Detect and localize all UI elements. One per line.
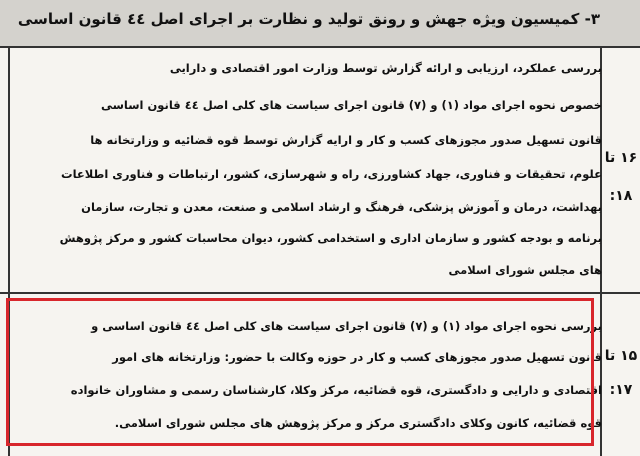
text-line: بررسی عملکرد، ارزیابی و ارائه گزارش توسط وزارت امور اقتصادی و دارایی (169, 61, 602, 75)
text-line: های مجلس شورای اسلامی (448, 263, 602, 277)
highlight-box (6, 298, 594, 446)
text-line: اقتصادی و دارایی و دادگستری، قوه قضائیه، مرکز وکلا، کارشناسان رسمی و مشاوران خانواده (70, 383, 602, 397)
text-line: علوم، تحقیقات و فناوری، جهاد کشاورزی، راه و شهرسازی، کشور، ارتباطات و فناوری اطلاعات (61, 167, 602, 181)
text-line: خصوص نحوه اجرای مواد (۱) و (۷) قانون اجرای سیاست های کلی اصل ٤٤ قانون اساسی (100, 98, 602, 112)
text-line: قانون تسهیل صدور مجوزهای کسب و کار در حوزه وکالت با حضور: وزارتخانه های امور (112, 350, 602, 364)
row-divider (0, 292, 640, 294)
text-line: قانون تسهیل صدور مجوزهای کسب و کار و ارایه گزارش توسط قوه قضائیه و وزارتخانه ها (90, 133, 602, 147)
text-line: بهداشت، درمان و آموزش پزشکی، فرهنگ و ارشاد اسلامی و صنعت، معدن و تجارت، سازمان (81, 200, 602, 214)
time-slot-start: ۱۶ تا (604, 150, 638, 166)
section-header (0, 0, 640, 48)
time-slot-end: ۱۸: (609, 188, 633, 204)
text-line: بررسی نحوه اجرای مواد (۱) و (۷) قانون اجرای سیاست های کلی اصل ٤٤ قانون اساسی و (91, 319, 602, 333)
time-slot-start: ۱۵ تا (604, 348, 638, 364)
text-line: قوه قضائیه، کانون وکلای دادگستری مرکز و مرکز پژوهش های مجلس شورای اسلامی. (114, 416, 602, 430)
time-slot-end: ۱۷: (609, 382, 633, 398)
text-line: برنامه و بودجه کشور و سازمان اداری و استخدامی کشور، دیوان محاسبات کشور و مرکز پژوهش (59, 231, 602, 245)
header-title: ۳- کمیسیون ویژه جهش و رونق تولید و نظارت بر اجرای اصل ٤٤ قانون اساسی (17, 10, 600, 28)
